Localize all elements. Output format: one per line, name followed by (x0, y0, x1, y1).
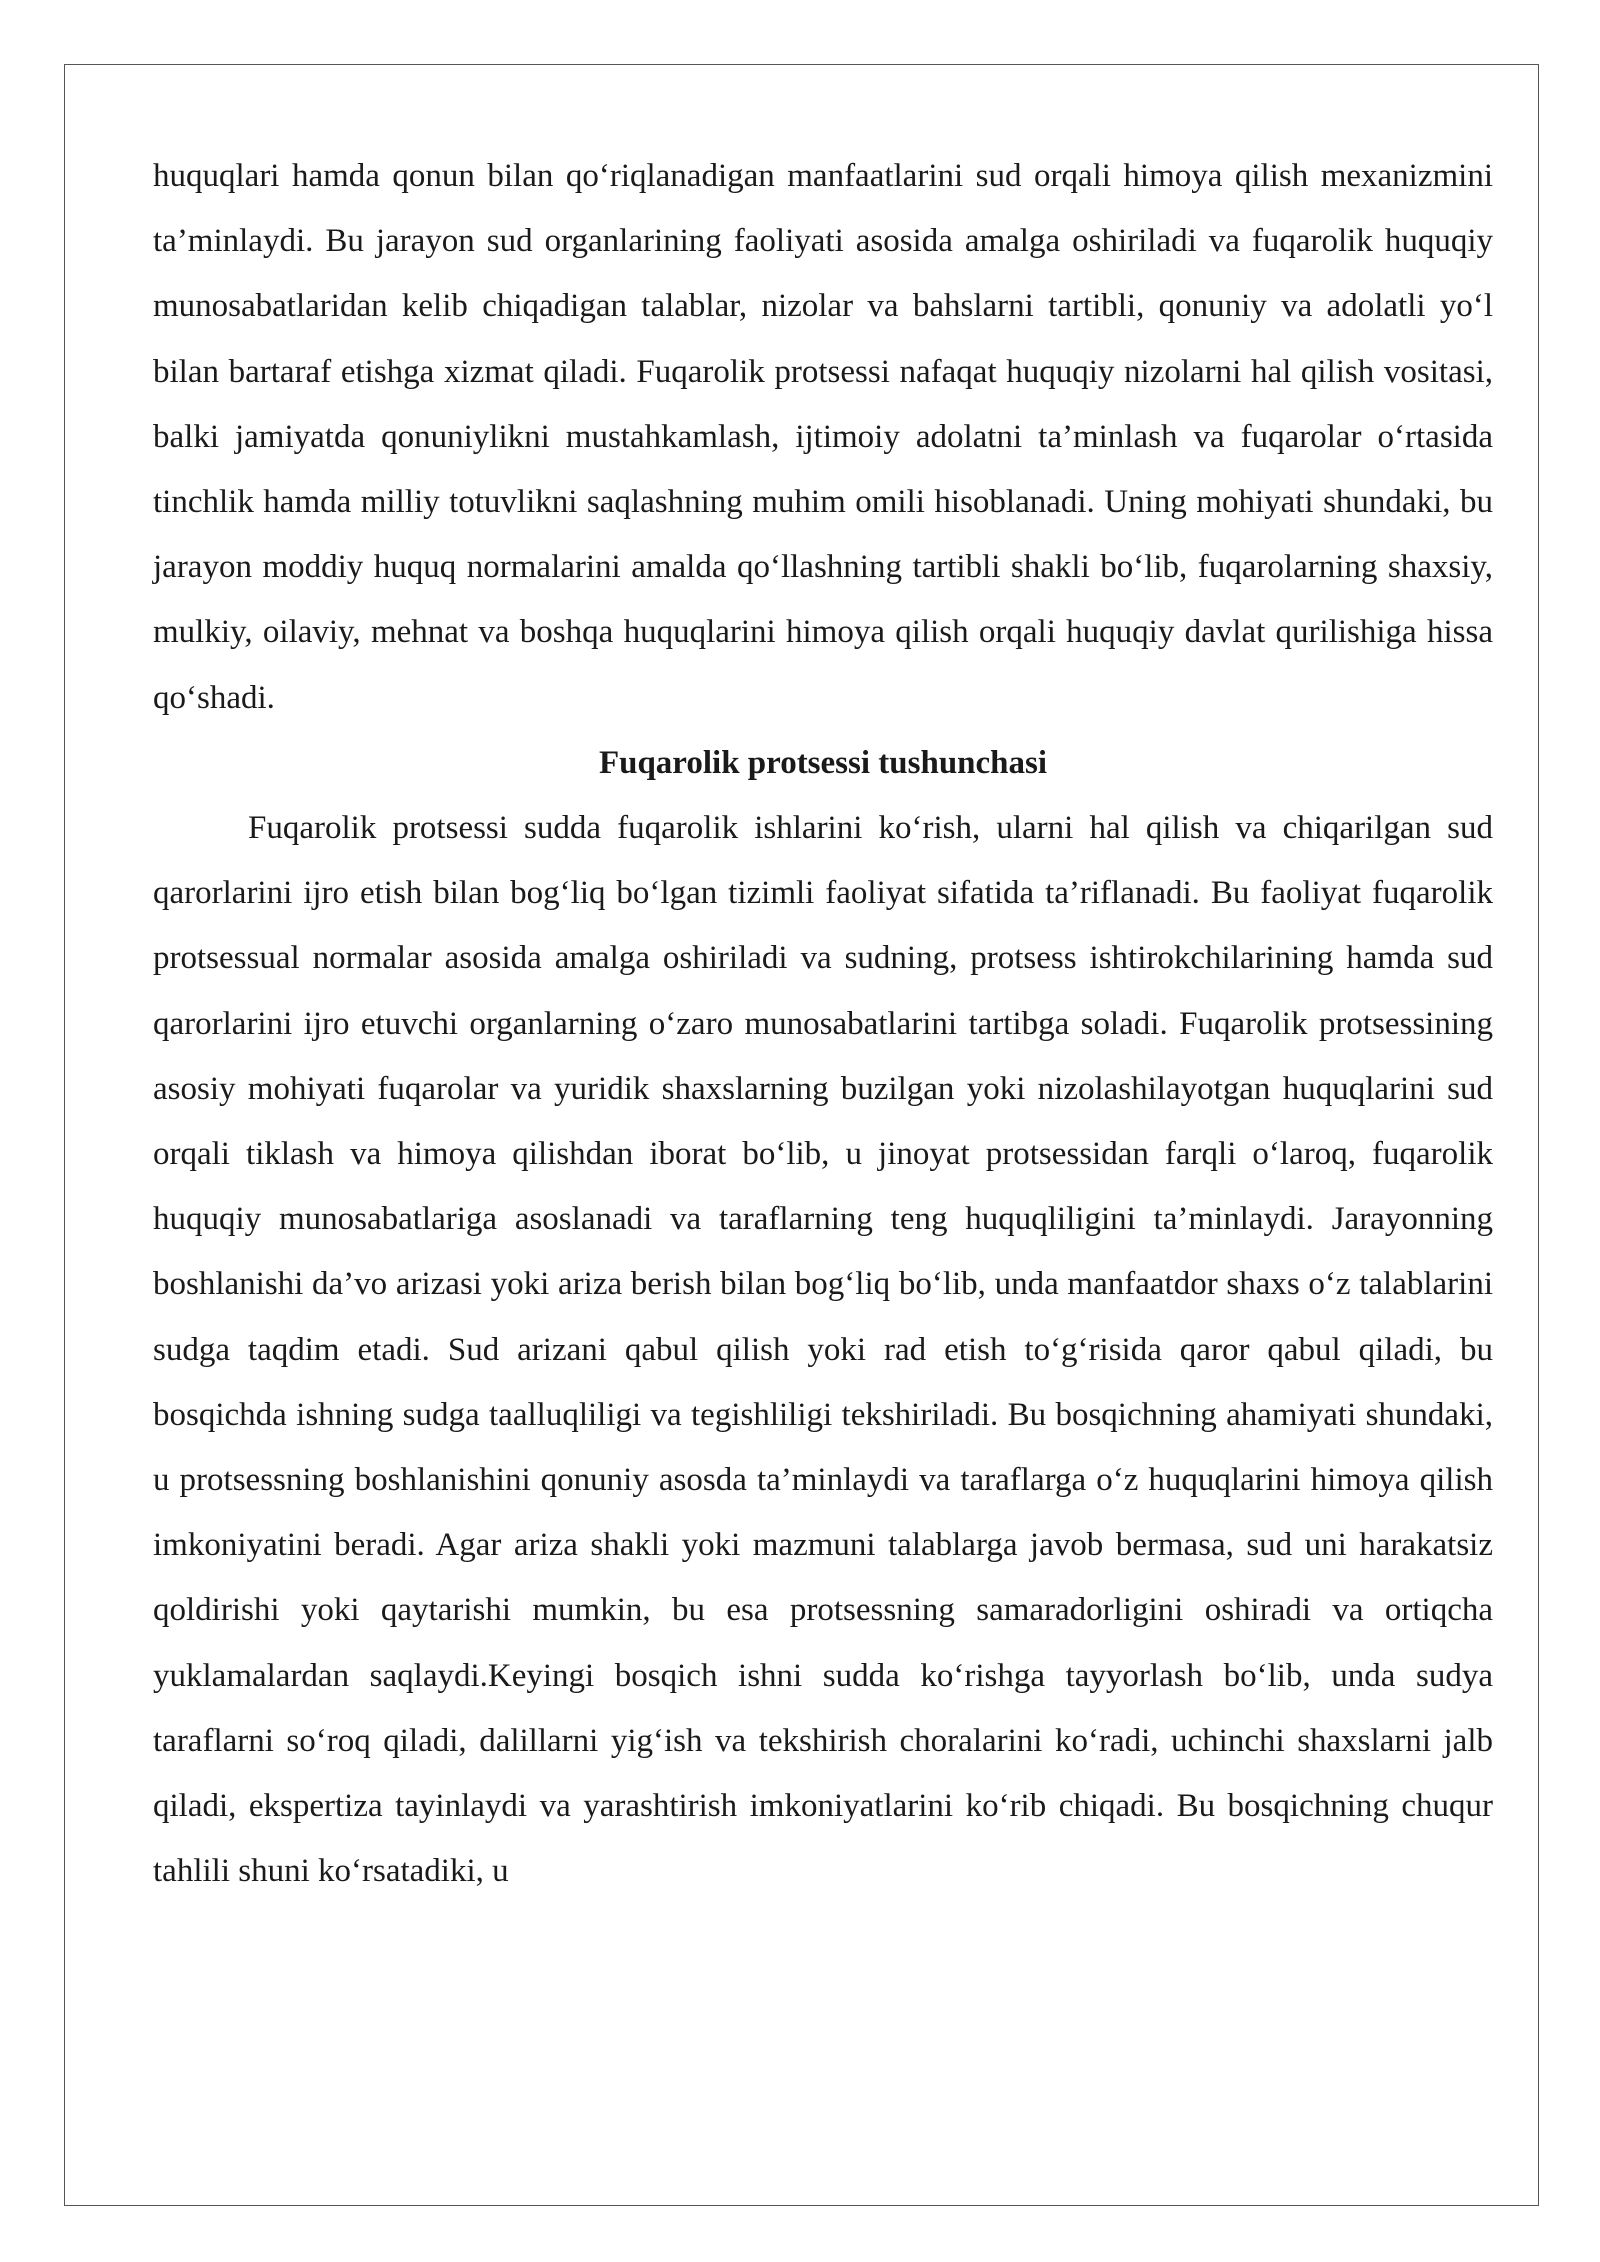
paragraph-intro: huquqlari hamda qonun bilan qo‘riqlanadigan manfaatlarini sud orqali himoya qilish mexanizmini ta’minlaydi. Bu jarayon sud organlarining faoliyati asosida amalga oshiriladi va fuqarolik huquqiy munosabatlaridan kelib chiqadigan talablar, nizolar va bahslarni tartibli, qonuniy va adolatli yo‘l bilan bartaraf etishga xizmat qiladi. Fuqarolik protsessi nafaqat huquqiy nizolarni hal qilish vositasi, balki jamiyatda qonuniylikni mustahkamlash, ijtimoiy adolatni ta’minlash va fuqarolar o‘rtasida tinchlik hamda milliy totuvlikni saqlashning muhim omili hisoblanadi. Uning mohiyati shundaki, bu jarayon moddiy huquq normalarini amalda qo‘llashning tartibli shakli bo‘lib, fuqarolarning shaxsiy, mulkiy, oilaviy, mehnat va boshqa huquqlarini himoya qilish orqali huquqiy davlat qurilishiga hissa qo‘shadi. (153, 158, 1493, 716)
document-body (153, 144, 1493, 1904)
paragraph-definition: Fuqarolik protsessi sudda fuqarolik ishlarini ko‘rish, ularni hal qilish va chiqarilgan sud qarorlarini ijro etish bilan bog‘liq bo‘lgan tizimli faoliyat sifatida ta’riflanadi. Bu faoliyat fuqarolik protsessual normalar asosida amalga oshiriladi va sudning, protsess ishtirokchilarining hamda sud qarorlarini ijro etuvchi organlarning o‘zaro munosabatlarini tartibga soladi. Fuqarolik protsessining asosiy mohiyati fuqarolar va yuridik shaxslarning buzilgan yoki nizolashilayotgan huquqlarini sud orqali tiklash va himoya qilishdan iborat bo‘lib, u jinoyat protsessidan farqli o‘laroq, fuqarolik huquqiy munosabatlariga asoslanadi va taraflarning teng huquqliligini ta’minlaydi. Jarayonning boshlanishi da’vo arizasi yoki ariza berish bilan bog‘liq bo‘lib, unda manfaatdor shaxs o‘z talablarini sudga taqdim etadi. Sud arizani qabul qilish yoki rad etish to‘g‘risida qaror qabul qiladi, bu bosqichda ishning sudga taalluqliligi va tegishliligi tekshiriladi. Bu bosqichning ahamiyati shundaki, u protsessning boshlanishini qonuniy asosda ta’minlaydi va taraflarga o‘z huquqlarini himoya qilish imkoniyatini beradi. Agar ariza shakli yoki mazmuni talablarga javob bermasa, sud uni harakatsiz qoldirishi yoki qaytarishi mumkin, bu esa protsessning samaradorligini oshiradi va ortiqcha yuklamalardan saqlaydi.Keyingi bosqich ishni sudda ko‘rishga tayyorlash bo‘lib, unda sudya taraflarni so‘roq qiladi, dalillarni yig‘ish va tekshirish choralarini ko‘radi, uchinchi shaxslarni jalb qiladi, ekspertiza tayinlaydi va yarashtirish imkoniyatlarini ko‘rib chiqadi. Bu bosqichning chuqur tahlili shuni ko‘rsatadiki, u (153, 810, 1493, 1890)
section-heading: Fuqarolik protsessi tushunchasi (598, 744, 1048, 781)
